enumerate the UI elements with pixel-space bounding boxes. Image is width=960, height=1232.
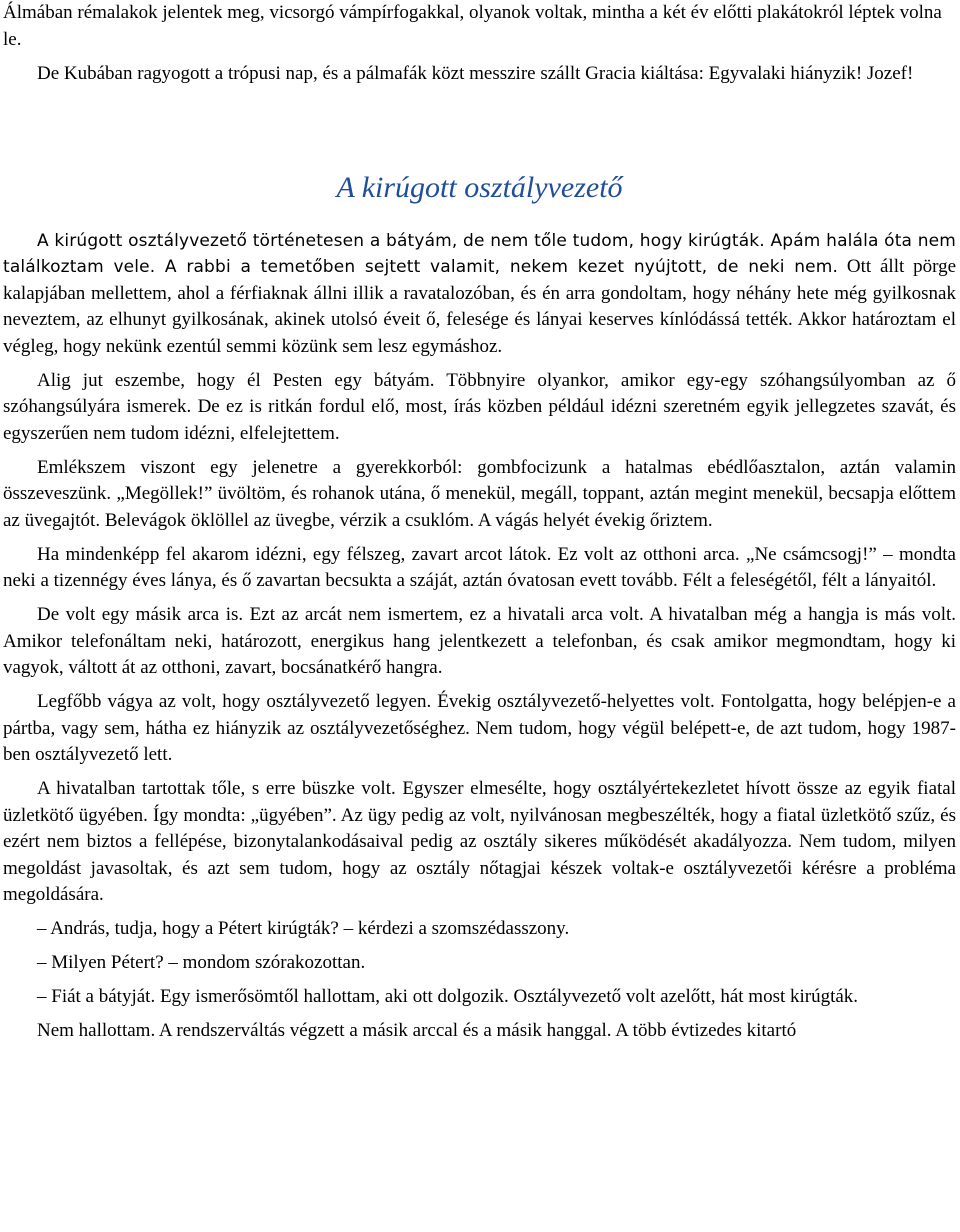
first-paragraph-sans-part: A kirúgott osztályvezető történetesen a bátyám, de nem tőle tudom, hogy kirúgták. Apám halála óta nem találkoztam vele. A rabbi a temetőben sejtett valamit, nekem kezet nyújtott, de neki nem. xyxy=(3,230,956,277)
chapter-heading: A kirúgott osztályvezető xyxy=(336,170,623,204)
last-paragraph: Nem hallottam. A rendszerváltás végzett a másik arccal és a másik hanggal. A több évtizedes kitartó xyxy=(37,1020,797,1041)
intro-paragraph: De Kubában ragyogott a trópusi nap, és a pálmafák közt messzire szállt Gracia kiáltása: Egyvalaki hiányzik! Jozef! xyxy=(37,62,914,84)
body-paragraph: De volt egy másik arca is. Ezt az arcát nem ismertem, ez a hivatali arca volt. A hivatalban még a hangja is más volt. Amikor telefonáltam neki, határozott, energikus hang jelentkezett a telefonban, és csak amikor megmondtam, hogy ki vagyok, váltott át az otthoni, zavart, bocsánatkérő hangra. xyxy=(3,604,956,678)
first-paragraph xyxy=(3,228,956,361)
body-paragraph: Legfőbb vágya az volt, hogy osztályvezető legyen. Évekig osztályvezető-helyettes volt. Fontolgatta, hogy belépjen-e a pártba, vagy sem, hátha ez hiányzik az osztályvezetőséghez. Nem tudom, hogy végül belépett-e, de azt tudom, hogy 1987-ben osztályvezető lett. xyxy=(3,691,956,765)
document-page xyxy=(3,0,956,1232)
body-paragraph: A hivatalban tartottak tőle, s erre büszke volt. Egyszer elmesélte, hogy osztályértekezletet hívott össze az egyik fiatal üzletkötő ügyében. Így mondta: „ügyében”. Az ügy pedig az volt, nyilvánosan megbeszélték, hogy a fiatal üzletkötő szűz, és ezért nem biztos a fellépése, bizonytalankodásaival pedig az osztály sikeres működését akadályozza. Nem tudom, milyen megoldást javasoltak, és azt sem tudom, hogy az osztály nőtagjai készek voltak-e osztályvezetői kérésre a probléma megoldására. xyxy=(3,778,956,905)
first-paragraph-serif-part: Ott állt pörge kalapjában mellettem, ahol a férfiaknak állni illik a ravatalozóban, és én arra gondoltam, hogy néhány hete még gyilkosnak neveztem, az elhunyt gyilkosának, akinek utolsó éveit ő, felesége és lányai keserves kínlódássá tették. Akkor határoztam el végleg, hogy nekünk ezentúl semmi közünk sem lesz egymáshoz. xyxy=(3,256,956,357)
intro-paragraph: Álmában rémalakok jelentek meg, vicsorgó vámpírfogakkal, olyanok voltak, mintha a két év előtti plakátokról léptek volna le. xyxy=(3,2,942,50)
section-spacer xyxy=(3,95,956,170)
body-paragraph: Ha mindenképp fel akarom idézni, egy félszeg, zavart arcot látok. Ez volt az otthoni arca. „Ne csámcsogj!” – mondta neki a tizennégy éves lánya, és ő zavartan becsukta a száját, aztán óvatosan evett tovább. Félt a feleségétől, félt a lányaitól. xyxy=(3,543,956,591)
dialogue-line: – András, tudja, hogy a Pétert kirúgták? – kérdezi a szomszédasszony. xyxy=(37,918,570,939)
body-paragraph: Alig jut eszembe, hogy él Pesten egy bátyám. Többnyire olyankor, amikor egy-egy szóhangsúlyomban az ő szóhangsúlyára ismerek. De ez is ritkán fordul elő, most, írás közben például idézni szeretném egyik jellegzetes szavát, és egyszerűen nem tudom idézni, elfelejtettem. xyxy=(3,369,956,444)
dialogue-line: – Fiát a bátyját. Egy ismerősömtől hallottam, aki ott dolgozik. Osztályvezető volt azelőtt, hát most kirúgták. xyxy=(37,986,859,1007)
dialogue-line: – Milyen Pétert? – mondom szórakozottan. xyxy=(37,952,366,973)
body-paragraph: Emlékszem viszont egy jelenetre a gyerekkorból: gombfocizunk a hatalmas ebédlőasztalon, aztán valamin összeveszünk. „Megöllek!” üvöltöm, és rohanok utána, ő menekül, megáll, toppant, aztán megint menekül, becsapja előttem az üvegajtót. Belevágok öklöllel az üvegbe, vérzik a csuklóm. A vágás helyét évekig őriztem. xyxy=(3,456,956,531)
